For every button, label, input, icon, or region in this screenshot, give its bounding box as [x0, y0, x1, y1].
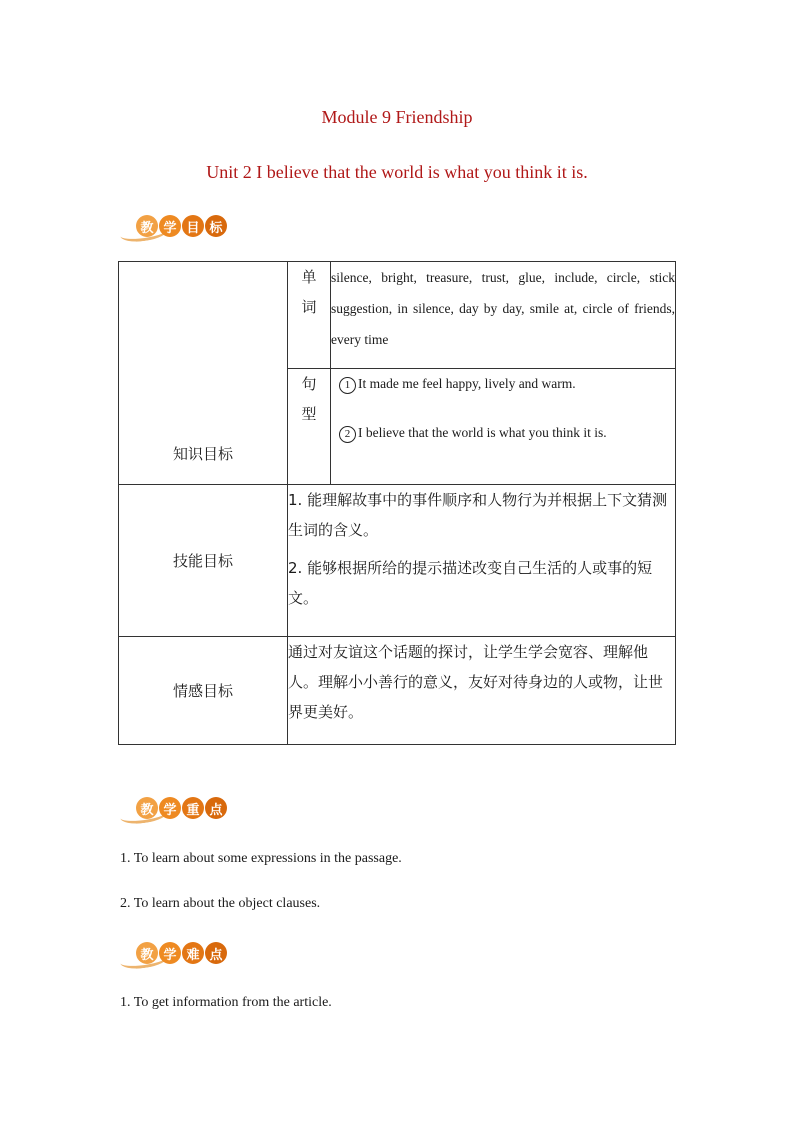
badge-char: 点: [205, 797, 227, 819]
circled-number: 1: [339, 377, 356, 394]
difficulties-badge: [120, 942, 230, 966]
sentence-1: 1 It made me feel happy, lively and warm.: [331, 369, 675, 395]
difficulty-item: 1. To get information from the article.: [120, 995, 332, 1010]
emotion-label: 情感目标: [119, 637, 288, 745]
key-point-item: 1. To learn about some expressions in the passage.: [120, 851, 402, 866]
skill-label: 技能目标: [119, 485, 288, 637]
words-label: 单词: [288, 262, 331, 369]
badge-char: 点: [205, 942, 227, 964]
key-point-item: 2. To learn about the object clauses.: [120, 896, 321, 911]
badge-char: 教: [136, 215, 158, 237]
circled-number: 2: [339, 426, 356, 443]
badge-char: 重: [182, 797, 204, 819]
sentence-patterns: [331, 369, 676, 485]
badge-char: 学: [159, 797, 181, 819]
badge-char: 学: [159, 942, 181, 964]
sentence-2: 2 I believe that the world is what you think it is.: [331, 418, 675, 444]
skill-item-1: 1. 能理解故事中的事件顺序和人物行为并根据上下文猜测生词的含义。: [288, 491, 668, 539]
skill-content: [288, 485, 676, 637]
skill-item-2: 2. 能够根据所给的提示描述改变自己生活的人或事的短文。: [288, 559, 653, 607]
knowledge-label: 知识目标: [119, 262, 288, 485]
objectives-table: [118, 261, 676, 745]
badge-char: 教: [136, 797, 158, 819]
emotion-text: 通过对友谊这个话题的探讨，让学生学会宽容、理解他人。理解小小善行的意义，友好对待身边的人或物，让世界更美好。: [288, 643, 664, 721]
badge-char: 标: [205, 215, 227, 237]
module-title: Module 9 Friendship: [321, 107, 473, 127]
sentences-label: 句型: [288, 369, 331, 485]
badge-char: 目: [182, 215, 204, 237]
teaching-objectives-badge: [120, 215, 230, 239]
key-points-badge: [120, 797, 230, 821]
badge-char: 难: [182, 942, 204, 964]
word-list: silence, bright, treasure, trust, glue, include, circle, stick suggestion, in silence, day by day, smile at, circle of friends, every time: [331, 262, 676, 369]
badge-char: 学: [159, 215, 181, 237]
emotion-content: [288, 637, 676, 745]
unit-title: Unit 2 I believe that the world is what you think it is.: [206, 162, 588, 182]
badge-char: 教: [136, 942, 158, 964]
